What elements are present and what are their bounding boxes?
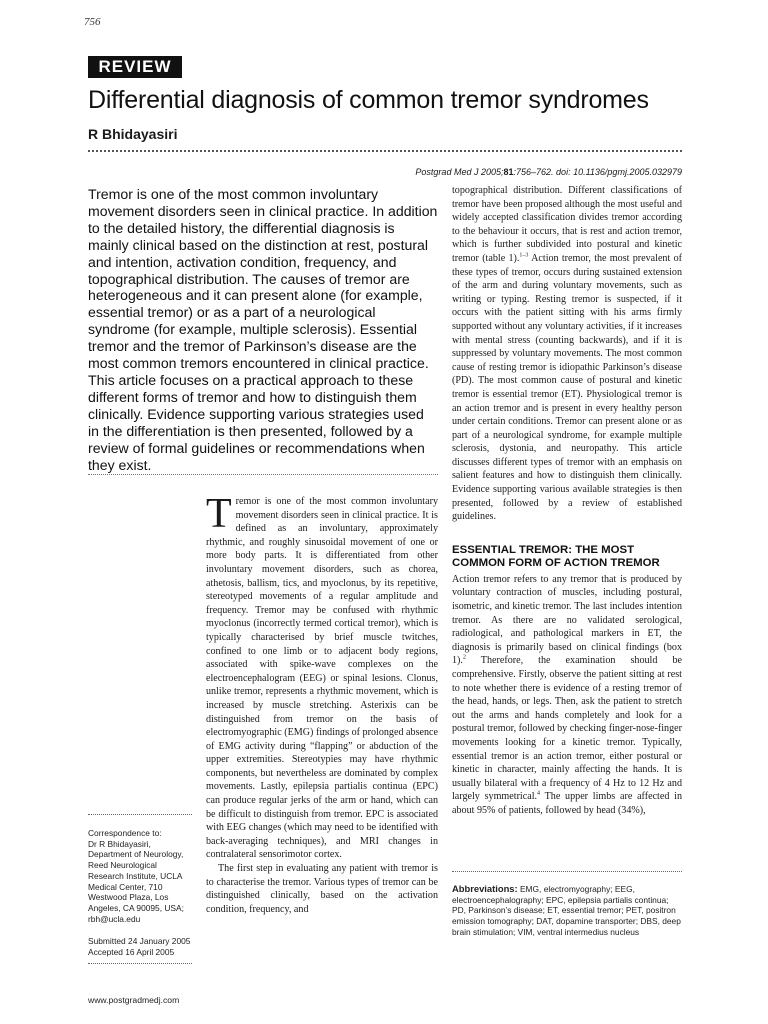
citation-journal: Postgrad Med J [415,167,479,177]
correspondence-line: Dr R Bhidayasiri, [88,838,151,849]
drop-cap: T [206,491,232,537]
reference-superscript: 4 [537,790,541,797]
correspondence-divider-top [88,814,192,815]
citation-pages: :756–762. doi: 10.1136/pgmj.2005.032979 [513,167,682,177]
citation-year: 2005; [480,167,504,177]
body-paragraph-2: The first step in evaluating any patient with tremor is to characterise the tremor. Various types of tremor can be distinguished clinically, based on the activation condition, frequency, and [206,863,438,915]
footer-url: www.postgradmedj.com [88,995,180,1005]
abstract: Tremor is one of the most common involuntary movement disorders seen in clinical practice. In addition to the detailed history, the differential diagnosis is mainly clinical based on the distinction at rest, postural and intention, activation condition, frequency, and topographical distribution. The causes of tremor are heterogeneous and it can present alone (for example, essential tremor) or as a part of a neurological syndrome (for example, multiple sclerosis). Essential tremor and the tremor of Parkinson’s disease are the most common tremors encountered in clinical practice. This article focuses on a practical approach to these different forms of tremor and how to distinguish them clinically. Evidence supporting various strategies used in the differentiation is then presented, followed by a review of formal guidelines or recommendations when they exist. [88,186,438,473]
citation-line [415,167,682,177]
abbreviations-box [452,884,682,938]
body-paragraph-3b: Action tremor, the most prevalent of these types of tremor, occurs during sustained extension of the arm and during voluntary movements, such as writing or typing. Resting tremor is suspected, if it occurs with the patient sitting with his arms firmly supported without any voluntary activities, if it increases with mental stress (counting backwards), and if it is suppressed by voluntary movements. The most common cause of resting tremor is idiopathic Parkinson’s disease (PD). The most common cause of postural and kinetic tremor is essential tremor (ET). Physiological tremor is an action tremor and is present in every healthy person under certain conditions. Tremor can present alone or as part of a neurological syndrome, for example multiple sclerosis, dystonia, and neuropathy. This article discusses different types of tremor with an emphasis on salient features and how to distinguish them clinically. Evidence supporting various available strategies is then presented, followed by a review of established guidelines. [452,252,682,523]
body-column-middle [206,491,438,916]
body-paragraph-1 [206,491,438,862]
body-paragraph-4b: Therefore, the examination should be comprehensive. Firstly, observe the patient sitting at rest to note whether there is evidence of a resting tremor of the head, hands, or legs. Then, ask the patient to stretch out the arms and hands completely and look for a postural tremor, followed by checking finger-nose-finger movements looking for a kinetic tremor. Typically, essential tremor is an action tremor, either postural or kinetic in character, mainly affecting the hands. It is usually bilateral with a frequency of 4 Hz to 12 Hz and largely symmetrical. [452,655,682,803]
correspondence-email: rbh@ucla.edu [88,913,141,924]
section-heading: ESSENTIAL TREMOR: THE MOST COMMON FORM OF ACTION TREMOR [452,543,660,570]
correspondence-line: Angeles, CA 90095, USA; [88,902,184,913]
correspondence-line: Department of Neurology, [88,849,184,860]
body-paragraph-4 [452,573,682,818]
author-name: R Bhidayasiri [88,126,178,142]
submitted-date: Submitted 24 January 2005 [88,936,191,947]
reference-superscript: 1–3 [519,252,529,259]
abstract-divider [88,474,438,475]
body-paragraph-4c: The upper limbs are affected in about 95% of patients, followed by head (34%), [452,791,683,816]
citation-volume: 81 [503,167,514,177]
article-title: Differential diagnosis of common tremor syndromes [88,86,649,114]
accepted-date: Accepted 16 April 2005 [88,947,175,958]
section-badge: REVIEW [88,56,182,78]
body-paragraph-4a: Action tremor refers to any tremor that is produced by voluntary contraction of muscles, including postural, isometric, and kinetic tremor. The last includes intention tremor. As there are no validated serological, radiological, and pathological markers in ET, the diagnosis is primarily based on clinical findings (box 1). [452,573,682,667]
correspondence-line: Westwood Plaza, Los [88,892,169,903]
header-divider [88,150,682,152]
abbreviations-divider [452,871,682,872]
body-column-right [452,184,682,818]
correspondence-heading: Correspondence to: [88,828,162,838]
abbreviations-text: EMG, electromyography; EEG, electroencephalography; EPC, epilepsia partialis continua; PD, Parkinson’s disease; ET, essential tremor; PET, positron emission tomography; DAT, dopamine transporter; DBS, deep brain stimulation; VIM, ventral intermedius nucleus [452,884,681,937]
body-paragraph-3a: topographical distribution. Different classifications of tremor have been proposed although the most useful and widely accepted classification divides tremor according to the behaviour it occurs, that is rest and action tremor, which is further subdivided into postural and kinetic tremor (table 1). [452,185,682,264]
page-number: 756 [84,16,101,28]
correspondence-line: Medical Center, 710 [88,881,163,892]
body-paragraph-3 [452,184,682,524]
correspondence-line: Reed Neurological [88,860,157,871]
reference-superscript: 2 [462,655,466,662]
body-paragraph-1-text: remor is one of the most common involuntary movement disorders seen in clinical practice. It is defined as an involuntary, approximately rhythmic, and roughly sinusoidal movement of one or more body parts. It is differentiated from other involuntary movement disorders, such as chorea, athetosis, ballism, tics, and myoclonus, by its repetitive, stereotyped movements of a regular amplitude and frequency. Tremor may be confused with rhythmic myoclonus (incorrectly termed cortical tremor), which is typically characterised by brief muscle twitches, confined to one limb or to adjacent body regions, associated with spike-wave complexes on the electroencephalogram (EEG) or spinal lesions. Clonus, unlike tremor, represents a rhythmic movement, which is increased by muscle stretching. Asterixis can be distinguished from tremor on the basis of electromyographic (EMG) findings of prolonged absence of EMG activity during “flapping” or abduction of the upper extremities. Stereotypies may have rhythmic components, but nevertheless are dominated by complex movements. Lastly, epilepsia partialis continua (EPC) can produce regular jerks of the arm or hand, which can be difficult to distinguish from tremor. EPC is associated with EEG changes (which may need to be identified with back-averaging techniques), and MRI changes in contralateral sensorimotor cortex. [206,496,438,861]
correspondence-line: Research Institute, UCLA [88,870,183,881]
correspondence-box [88,814,198,964]
abbreviations-label: Abbreviations: [452,883,518,894]
correspondence-divider-bottom [88,963,192,964]
